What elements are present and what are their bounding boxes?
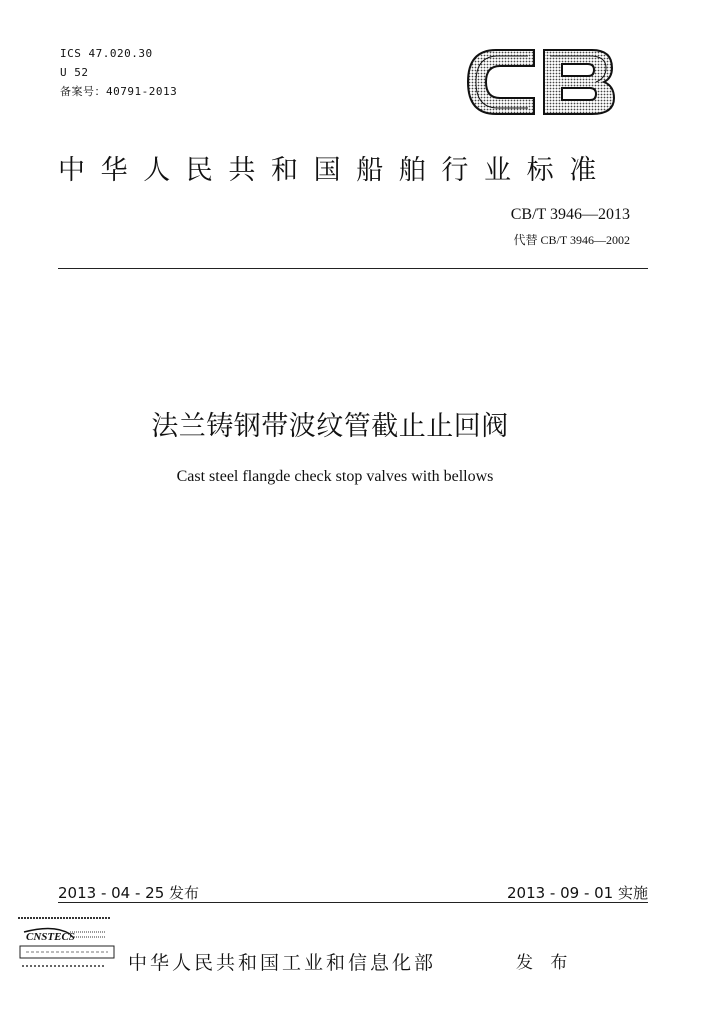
document-title-english: Cast steel flangde check stop valves with bellows [176, 468, 494, 485]
effective-date: 2013 - 09 - 01 实施 [506, 884, 648, 902]
publisher-name: 中华人民共和国工业和信息化部 [128, 952, 437, 974]
stamp-icon [14, 912, 126, 974]
stamp-logo-text: CNSTECS [26, 931, 75, 943]
footer-divider [58, 902, 648, 903]
distributor-stamp [14, 912, 126, 974]
document-title-chinese: 法兰铸钢带波纹管截止止回阀 [151, 411, 509, 442]
replaces-standard: 代替 CB/T 3946—2002 [513, 233, 630, 247]
standard-number: CB/T 3946—2013 [510, 206, 630, 223]
org-title: 中华人民共和国船舶行业标准 [58, 155, 612, 186]
publish-label: 发 布 [516, 953, 574, 973]
header-divider [58, 268, 648, 269]
category-code: U 52 [60, 66, 89, 79]
classification-block [60, 44, 177, 101]
ics-code: ICS 47.020.30 [60, 47, 153, 60]
cb-standard-logo [462, 42, 618, 122]
filing-number: 备案号：40791-2013 [60, 85, 178, 98]
cb-logo-icon [462, 42, 618, 122]
issue-date: 2013 - 04 - 25 发布 [58, 884, 200, 902]
